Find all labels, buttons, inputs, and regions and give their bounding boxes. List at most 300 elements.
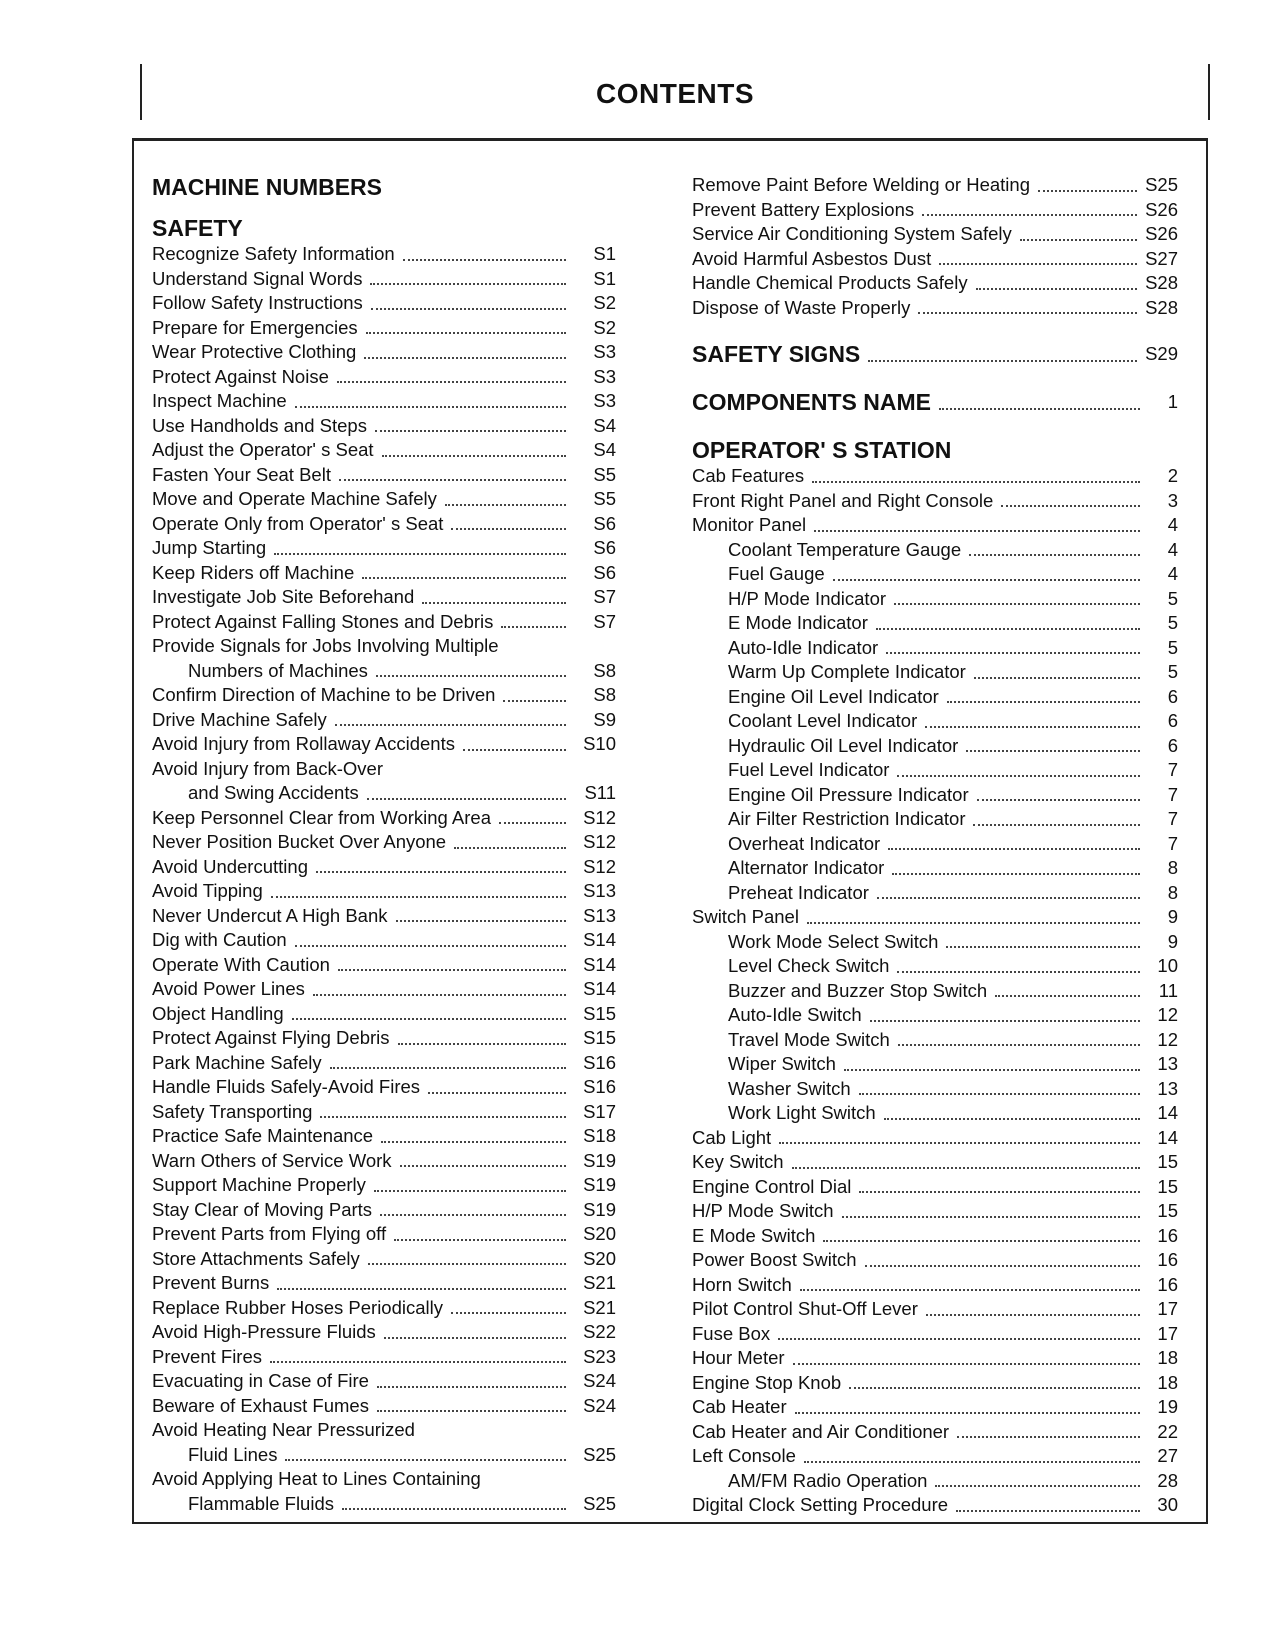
- page-number: S15: [583, 1027, 616, 1048]
- page-number: S8: [593, 684, 616, 705]
- page-number: S14: [583, 978, 616, 999]
- toc-entry-label: Hydraulic Oil Level Indicator: [728, 734, 959, 756]
- dot-leader: [973, 824, 1140, 826]
- toc-entry-label: Handle Fluids Safely-Avoid Fires: [152, 1076, 421, 1097]
- page-number: S19: [583, 1149, 616, 1171]
- toc-entry[interactable]: [692, 611, 1178, 636]
- dot-leader: [501, 626, 566, 628]
- toc-entry[interactable]: [692, 979, 1178, 1004]
- toc-entry-label: Coolant Temperature Gauge: [728, 538, 962, 560]
- dot-leader: [380, 1214, 566, 1216]
- toc-entry[interactable]: [152, 267, 616, 292]
- page-number: S13: [583, 904, 616, 926]
- dot-leader: [394, 1239, 566, 1241]
- toc-entry-label: Prevent Parts from Flying off: [152, 1223, 387, 1244]
- toc-entry[interactable]: [152, 1345, 616, 1370]
- dot-leader: [897, 971, 1140, 973]
- page-number: 6: [1167, 710, 1178, 731]
- page-number: 2: [1167, 465, 1178, 486]
- toc-entry-label: Investigate Job Site Beforehand: [152, 586, 415, 607]
- page-number: S28: [1145, 296, 1178, 318]
- toc-entry[interactable]: [152, 291, 616, 316]
- toc-entry-label: Operate Only from Operator' s Seat: [152, 512, 444, 534]
- toc-entry[interactable]: [152, 463, 616, 488]
- toc-entry[interactable]: [692, 1101, 1178, 1126]
- page-number: 13: [1157, 1077, 1178, 1099]
- toc-entry-label: Avoid High-Pressure Fluids: [152, 1321, 376, 1342]
- page-number: 22: [1157, 1420, 1178, 1442]
- page-number: 6: [1167, 685, 1178, 707]
- toc-entry[interactable]: [692, 1395, 1178, 1420]
- toc-entry-label: Buzzer and Buzzer Stop Switch: [728, 979, 988, 1001]
- toc-entry-label: Support Machine Properly: [152, 1174, 366, 1195]
- toc-entry[interactable]: [152, 781, 616, 806]
- dot-leader: [842, 1216, 1140, 1218]
- dot-leader: [800, 1289, 1140, 1291]
- toc-entry-label: Fasten Your Seat Belt: [152, 463, 331, 485]
- page-number: 5: [1167, 612, 1178, 633]
- toc-entry-label: Service Air Conditioning System Safely: [692, 223, 1012, 244]
- toc-entry[interactable]: [152, 1124, 616, 1149]
- toc-entry[interactable]: [692, 1175, 1178, 1200]
- toc-entry[interactable]: [152, 316, 616, 341]
- toc-entry-label: Cab Heater: [692, 1396, 787, 1417]
- page-number: 7: [1167, 808, 1178, 829]
- toc-entry[interactable]: [692, 587, 1178, 612]
- dot-leader: [814, 530, 1140, 532]
- dot-leader: [804, 1461, 1140, 1463]
- page-number: S6: [593, 561, 616, 583]
- dot-leader: [833, 579, 1140, 581]
- dot-leader: [898, 1044, 1140, 1046]
- dot-leader: [1020, 239, 1137, 241]
- toc-entry-label: Dig with Caution: [152, 929, 287, 950]
- dot-leader: [977, 799, 1140, 801]
- toc-entry[interactable]: [152, 1369, 616, 1394]
- dot-leader: [886, 652, 1140, 654]
- toc-entry-label: Front Right Panel and Right Console: [692, 489, 994, 511]
- toc-entry[interactable]: [152, 855, 616, 880]
- toc-entry[interactable]: [692, 1297, 1178, 1322]
- toc-entry-label: Object Handling: [152, 1002, 284, 1024]
- toc-entry[interactable]: [152, 1149, 616, 1174]
- dot-leader: [454, 847, 566, 849]
- dot-leader: [320, 1116, 566, 1118]
- dot-leader: [335, 724, 566, 726]
- dot-leader: [877, 897, 1140, 899]
- toc-entry-label: Never Undercut A High Bank: [152, 904, 388, 926]
- dot-leader: [918, 312, 1137, 314]
- page-number: 30: [1157, 1494, 1178, 1515]
- toc-entry[interactable]: [692, 905, 1178, 930]
- toc-entry[interactable]: [152, 1247, 616, 1272]
- toc-entry[interactable]: [692, 296, 1178, 321]
- page-number: S6: [593, 537, 616, 558]
- toc-entry[interactable]: [152, 242, 616, 267]
- dot-leader: [892, 873, 1140, 875]
- dot-leader: [400, 1165, 566, 1167]
- toc-entry[interactable]: [692, 856, 1178, 881]
- page-number: S7: [593, 610, 616, 632]
- toc-entry[interactable]: [692, 1199, 1178, 1224]
- toc-entry-label: Inspect Machine: [152, 390, 287, 411]
- toc-entry[interactable]: [692, 758, 1178, 783]
- dot-leader: [865, 1265, 1140, 1267]
- toc-entry[interactable]: [692, 1126, 1178, 1151]
- toc-entry[interactable]: [152, 512, 616, 537]
- page-number: 14: [1157, 1102, 1178, 1123]
- toc-entry[interactable]: [152, 1198, 616, 1223]
- page-number: S11: [584, 782, 616, 803]
- toc-entry[interactable]: [152, 389, 616, 414]
- toc-entry[interactable]: [152, 585, 616, 610]
- section-safety: SAFETY: [152, 215, 243, 241]
- toc-entry-label: and Swing Accidents: [188, 782, 359, 803]
- toc-entry-label: Cab Features: [692, 465, 805, 486]
- page-number: S26: [1145, 223, 1178, 244]
- dot-leader: [451, 1312, 566, 1314]
- toc-entry[interactable]: [152, 1394, 616, 1419]
- toc-entry[interactable]: [152, 1051, 616, 1076]
- toc-entry-label: Practice Safe Maintenance: [152, 1125, 374, 1146]
- page-number: 5: [1167, 587, 1178, 609]
- dot-leader: [922, 214, 1137, 216]
- dot-leader: [376, 675, 566, 677]
- toc-entry[interactable]: [692, 734, 1178, 759]
- page-number: 28: [1157, 1469, 1178, 1491]
- toc-entry[interactable]: [692, 1150, 1178, 1175]
- toc-entry[interactable]: [692, 709, 1178, 734]
- toc-entry[interactable]: [692, 1322, 1178, 1347]
- toc-entry[interactable]: [692, 930, 1178, 955]
- dot-leader: [338, 969, 566, 971]
- toc-entry-label: Engine Stop Knob: [692, 1371, 842, 1393]
- toc-entry-label: Avoid Harmful Asbestos Dust: [692, 247, 932, 269]
- page-number: 4: [1167, 514, 1178, 535]
- dot-leader: [292, 1018, 566, 1020]
- page-number: 17: [1157, 1298, 1178, 1319]
- toc-entry[interactable]: [692, 562, 1178, 587]
- toc-entry[interactable]: [152, 340, 616, 365]
- toc-entry[interactable]: [692, 464, 1178, 489]
- toc-entry-label: Work Mode Select Switch: [728, 930, 939, 952]
- toc-entry[interactable]: [692, 489, 1178, 514]
- toc-entry[interactable]: [692, 1052, 1178, 1077]
- dot-leader: [844, 1069, 1140, 1071]
- dot-leader: [974, 677, 1140, 679]
- dot-leader: [995, 995, 1140, 997]
- page-number: S21: [583, 1272, 616, 1293]
- toc-entry-label: Recognize Safety Information: [152, 243, 395, 264]
- toc-entry-label: Cab Light: [692, 1126, 772, 1148]
- toc-entry[interactable]: [152, 806, 616, 831]
- page-number: S27: [1145, 247, 1178, 269]
- toc-entry-label: Remove Paint Before Welding or Heating: [692, 174, 1030, 195]
- dot-leader: [313, 994, 566, 996]
- dot-leader: [807, 922, 1140, 924]
- toc-entry-label: AM/FM Radio Operation: [728, 1469, 928, 1491]
- page-number: 3: [1167, 489, 1178, 511]
- page-number: 18: [1157, 1371, 1178, 1393]
- dot-leader: [1038, 190, 1137, 192]
- toc-entry-label: Replace Rubber Hoses Periodically: [152, 1296, 444, 1318]
- toc-entry-label: Travel Mode Switch: [728, 1028, 890, 1050]
- dot-leader: [966, 750, 1140, 752]
- toc-entry[interactable]: [152, 561, 616, 586]
- toc-entry[interactable]: [692, 881, 1178, 906]
- toc-entry[interactable]: [692, 271, 1178, 296]
- toc-entry-label: Engine Control Dial: [692, 1175, 852, 1197]
- toc-entry[interactable]: [692, 1469, 1178, 1494]
- toc-entry[interactable]: [152, 953, 616, 978]
- page-number: S26: [1145, 198, 1178, 220]
- toc-entry-label: Fuel Gauge: [728, 563, 825, 584]
- dot-leader: [271, 896, 566, 898]
- toc-entry-label: Prevent Fires: [152, 1345, 263, 1367]
- toc-entry[interactable]: [152, 1492, 616, 1517]
- toc-entry[interactable]: [692, 1224, 1178, 1249]
- page-number: S9: [593, 708, 616, 730]
- toc-entry[interactable]: [692, 1371, 1178, 1396]
- page-number: 4: [1167, 563, 1178, 584]
- toc-entry[interactable]: [692, 954, 1178, 979]
- section-safety-signs[interactable]: [692, 340, 1178, 368]
- dot-leader: [888, 848, 1140, 850]
- page-number: 5: [1167, 636, 1178, 658]
- dot-leader: [285, 1459, 566, 1461]
- toc-entry-label: Warn Others of Service Work: [152, 1149, 392, 1171]
- dot-leader: [969, 554, 1140, 556]
- page-number: 27: [1157, 1445, 1178, 1466]
- toc-entry-label: Fuse Box: [692, 1322, 771, 1344]
- section-title: SAFETY SIGNS: [692, 341, 861, 367]
- toc-entry-label: Prevent Battery Explosions: [692, 198, 915, 220]
- dot-leader: [371, 308, 566, 310]
- toc-entry[interactable]: [152, 1296, 616, 1321]
- toc-entry-label: Move and Operate Machine Safely: [152, 488, 437, 509]
- toc-entry-label: Avoid Power Lines: [152, 978, 305, 999]
- page-number: 10: [1157, 955, 1178, 976]
- toc-entry-label: Flammable Fluids: [188, 1492, 334, 1514]
- dot-leader: [295, 945, 566, 947]
- toc-entry-label: Wiper Switch: [728, 1053, 836, 1074]
- toc-entry[interactable]: [152, 683, 616, 708]
- toc-entry-label: Park Machine Safely: [152, 1051, 322, 1073]
- page-number: 4: [1167, 538, 1178, 560]
- toc-entry-label: Numbers of Machines: [188, 659, 368, 681]
- page-number: 15: [1157, 1200, 1178, 1221]
- toc-entry-label: Switch Panel: [692, 906, 799, 927]
- toc-entry[interactable]: [692, 1444, 1178, 1469]
- toc-entry-label: Cab Heater and Air Conditioner: [692, 1420, 950, 1442]
- toc-entry-label: Engine Oil Pressure Indicator: [728, 783, 969, 805]
- dot-leader: [403, 259, 566, 261]
- dot-leader: [946, 946, 1140, 948]
- dot-leader: [849, 1387, 1140, 1389]
- toc-entry[interactable]: [692, 1420, 1178, 1445]
- page-number: S16: [583, 1076, 616, 1097]
- toc-entry[interactable]: [692, 247, 1178, 272]
- toc-entry-label: Safety Transporting: [152, 1100, 313, 1122]
- toc-entry[interactable]: [152, 610, 616, 635]
- toc-entry-label: Operate With Caution: [152, 953, 330, 975]
- dot-leader: [870, 1020, 1140, 1022]
- toc-entry[interactable]: [152, 928, 616, 953]
- toc-entry-label: Auto-Idle Switch: [728, 1004, 862, 1025]
- toc-entry[interactable]: [692, 660, 1178, 685]
- toc-entry[interactable]: [152, 414, 616, 439]
- dot-leader: [422, 602, 566, 604]
- toc-entry-label: Preheat Indicator: [728, 881, 869, 903]
- dot-leader: [868, 360, 1137, 362]
- dot-leader: [779, 1142, 1140, 1144]
- page-number: S2: [593, 316, 616, 338]
- title-box: [140, 64, 1210, 120]
- page-number: 7: [1167, 832, 1178, 854]
- toc-entry[interactable]: [692, 198, 1178, 223]
- toc-entry[interactable]: [152, 1026, 616, 1051]
- dot-leader: [499, 822, 566, 824]
- toc-entry[interactable]: [152, 1222, 616, 1247]
- dot-leader: [368, 1263, 566, 1265]
- page-number: S25: [583, 1443, 616, 1465]
- toc-entry[interactable]: [152, 830, 616, 855]
- page-number: S3: [593, 341, 616, 362]
- section-machine-numbers: MACHINE NUMBERS: [152, 174, 382, 200]
- toc-entry[interactable]: [692, 1493, 1178, 1518]
- toc-entry[interactable]: [152, 904, 616, 929]
- page-number: S14: [583, 953, 616, 975]
- toc-entry[interactable]: [692, 685, 1178, 710]
- toc-entry-label: Understand Signal Words: [152, 267, 363, 289]
- page-number: S20: [583, 1223, 616, 1244]
- toc-entry[interactable]: [152, 438, 616, 463]
- dot-leader: [503, 700, 566, 702]
- page-number: S3: [593, 365, 616, 387]
- dot-leader: [295, 406, 566, 408]
- page-number: 18: [1157, 1347, 1178, 1368]
- toc-entry-label: Handle Chemical Products Safely: [692, 272, 968, 293]
- page-number: S14: [583, 929, 616, 950]
- dot-leader: [362, 577, 566, 579]
- dot-leader: [384, 1337, 566, 1339]
- toc-entry[interactable]: [692, 807, 1178, 832]
- page-number: S8: [593, 659, 616, 681]
- page-number: 9: [1167, 930, 1178, 952]
- toc-entry[interactable]: [152, 1002, 616, 1027]
- toc-entry-label: Avoid Injury from Rollaway Accidents: [152, 733, 455, 754]
- toc-entry[interactable]: [692, 538, 1178, 563]
- toc-entry[interactable]: [692, 1273, 1178, 1298]
- right-column: [692, 173, 1178, 1518]
- page-number: S12: [583, 831, 616, 852]
- page-number: S5: [593, 463, 616, 485]
- page-number: S3: [593, 390, 616, 411]
- toc-entry[interactable]: [152, 487, 616, 512]
- left-column: [152, 173, 616, 1516]
- page-number: 11: [1158, 979, 1178, 1001]
- page-number: S25: [1145, 174, 1178, 195]
- toc-entry-label: H/P Mode Switch: [692, 1200, 834, 1221]
- toc-entry-label: Wear Protective Clothing: [152, 341, 357, 362]
- toc-entry-label: Avoid Undercutting: [152, 855, 308, 877]
- toc-entry[interactable]: [152, 536, 616, 561]
- toc-entry-label: Confirm Direction of Machine to be Driven: [152, 684, 496, 705]
- toc-entry-label: Beware of Exhaust Fumes: [152, 1394, 369, 1416]
- toc-entry-label: Dispose of Waste Properly: [692, 296, 911, 318]
- toc-entry[interactable]: [692, 1248, 1178, 1273]
- toc-entry-label: Follow Safety Instructions: [152, 292, 363, 313]
- page-number: 12: [1157, 1004, 1178, 1025]
- dot-leader: [897, 775, 1140, 777]
- page-number: S23: [583, 1345, 616, 1367]
- toc-entry[interactable]: [692, 513, 1178, 538]
- toc-entry[interactable]: [152, 1320, 616, 1345]
- toc-entry-label: Overheat Indicator: [728, 832, 881, 854]
- toc-entry[interactable]: [152, 659, 616, 684]
- page-number: S22: [583, 1321, 616, 1342]
- page-number: S28: [1145, 272, 1178, 293]
- section-components-name[interactable]: [692, 388, 1178, 416]
- page-number: S12: [583, 855, 616, 877]
- page-number: S4: [593, 439, 616, 460]
- page-number: S18: [583, 1125, 616, 1146]
- toc-entry[interactable]: [692, 783, 1178, 808]
- toc-entry[interactable]: [692, 1077, 1178, 1102]
- toc-entry[interactable]: [692, 832, 1178, 857]
- page-number: S2: [593, 292, 616, 313]
- toc-entry[interactable]: [152, 1075, 616, 1100]
- dot-leader: [939, 408, 1140, 410]
- page-number: S10: [583, 733, 616, 754]
- toc-entry[interactable]: [152, 732, 616, 757]
- dot-leader: [925, 726, 1140, 728]
- dot-leader: [793, 1363, 1140, 1365]
- dot-leader: [377, 1410, 566, 1412]
- contents-frame: [132, 138, 1208, 1524]
- toc-entry[interactable]: [152, 365, 616, 390]
- toc-entry[interactable]: [692, 173, 1178, 198]
- toc-entry-label: Washer Switch: [728, 1077, 851, 1099]
- dot-leader: [330, 1067, 566, 1069]
- toc-entry[interactable]: [692, 222, 1178, 247]
- toc-entry-label: Pilot Control Shut-Off Lever: [692, 1298, 918, 1319]
- toc-entry[interactable]: [152, 1443, 616, 1468]
- toc-entry-label: Level Check Switch: [728, 955, 890, 976]
- dot-leader: [337, 381, 566, 383]
- toc-entry-label: Avoid Applying Heat to Lines Containing: [152, 1468, 481, 1489]
- toc-entry-label: Protect Against Noise: [152, 365, 329, 387]
- page-number: 8: [1167, 881, 1178, 903]
- dot-leader: [381, 1141, 566, 1143]
- toc-entry-label: Jump Starting: [152, 537, 267, 558]
- toc-entry-label: Air Filter Restriction Indicator: [728, 808, 966, 829]
- toc-entry[interactable]: [692, 1346, 1178, 1371]
- toc-entry[interactable]: [692, 1003, 1178, 1028]
- toc-entry[interactable]: [152, 879, 616, 904]
- toc-entry[interactable]: [692, 1028, 1178, 1053]
- toc-entry[interactable]: [152, 1271, 616, 1296]
- page-number: 1: [1167, 391, 1178, 412]
- toc-entry[interactable]: [152, 1173, 616, 1198]
- toc-entry[interactable]: [152, 708, 616, 733]
- toc-entry[interactable]: [692, 636, 1178, 661]
- dot-leader: [795, 1412, 1140, 1414]
- page-number: 19: [1157, 1396, 1178, 1417]
- dot-leader: [382, 455, 566, 457]
- toc-entry[interactable]: [152, 1100, 616, 1125]
- toc-entry[interactable]: [152, 977, 616, 1002]
